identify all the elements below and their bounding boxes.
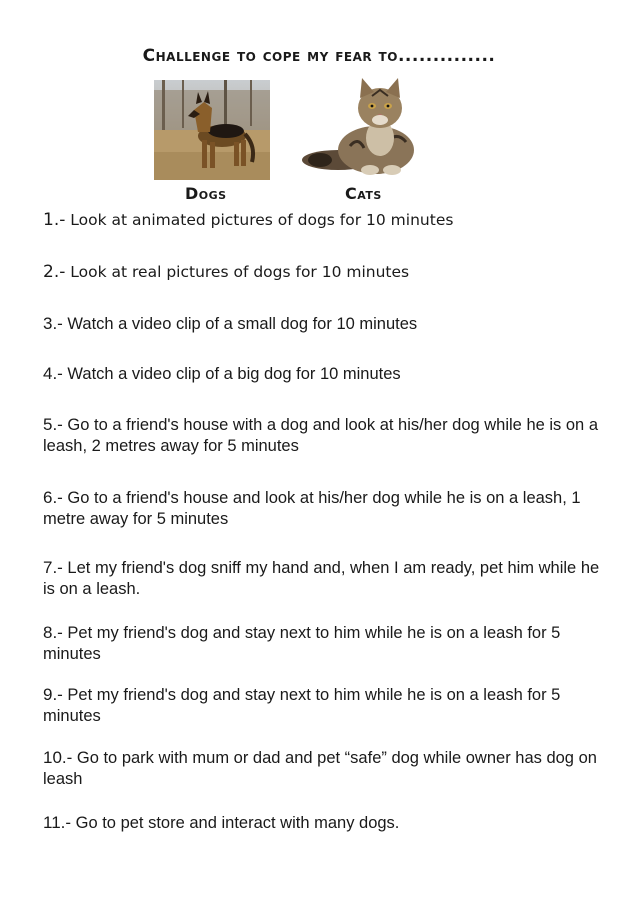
step-text: Go to a friend's house with a dog and look at his/her dog while he is on a leash, 2 metres away for 5 minutes xyxy=(43,416,598,455)
step-number: 11.- xyxy=(43,813,72,832)
step-number: 5.- xyxy=(43,415,63,434)
step-item xyxy=(43,414,603,457)
step-number: 1.- xyxy=(43,210,66,230)
step-text: Watch a video clip of a small dog for 10 minutes xyxy=(62,315,418,333)
step-text: Watch a video clip of a big dog for 10 minutes xyxy=(62,365,401,383)
step-number: 10.- xyxy=(43,748,73,767)
step-number: 2.- xyxy=(43,262,66,282)
cats-caption: Cats xyxy=(345,184,382,203)
step-item xyxy=(43,363,603,385)
step-number: 4.- xyxy=(43,364,63,383)
step-number: 6.- xyxy=(43,488,63,507)
step-item xyxy=(43,684,603,727)
step-text: Pet my friend's dog and stay next to him while he is on a leash for 5 minutes xyxy=(43,686,561,725)
step-text: Look at animated pictures of dogs for 10 minutes xyxy=(65,211,454,229)
dogs-caption: Dogs xyxy=(185,184,227,203)
step-number: 7.- xyxy=(43,558,63,577)
step-text: Pet my friend's dog and stay next to him while he is on a leash for 5 minutes xyxy=(43,624,561,663)
page-title: Challenge to cope my fear to.............. xyxy=(142,46,496,66)
step-item xyxy=(43,262,603,283)
step-text: Go to a friend's house and look at his/her dog while he is on a leash, 1 metre away for 5 minutes xyxy=(43,489,581,528)
step-item xyxy=(43,210,603,231)
step-number: 3.- xyxy=(43,314,63,333)
step-number: 8.- xyxy=(43,623,63,642)
step-item xyxy=(43,557,603,600)
step-text: Let my friend's dog sniff my hand and, when I am ready, pet him while he is on a leash. xyxy=(43,559,600,598)
step-text: Go to pet store and interact with many dogs. xyxy=(71,814,400,832)
step-text: Go to park with mum or dad and pet “safe” dog while owner has dog on leash xyxy=(43,749,597,788)
german-shepherd-photo xyxy=(154,80,270,180)
step-item xyxy=(43,747,603,790)
step-number: 9.- xyxy=(43,685,63,704)
step-text: Look at real pictures of dogs for 10 minutes xyxy=(65,263,410,281)
tabby-cat-photo xyxy=(298,76,422,180)
step-item xyxy=(43,313,603,335)
step-item xyxy=(43,812,603,834)
step-item xyxy=(43,487,603,530)
step-item xyxy=(43,622,603,665)
